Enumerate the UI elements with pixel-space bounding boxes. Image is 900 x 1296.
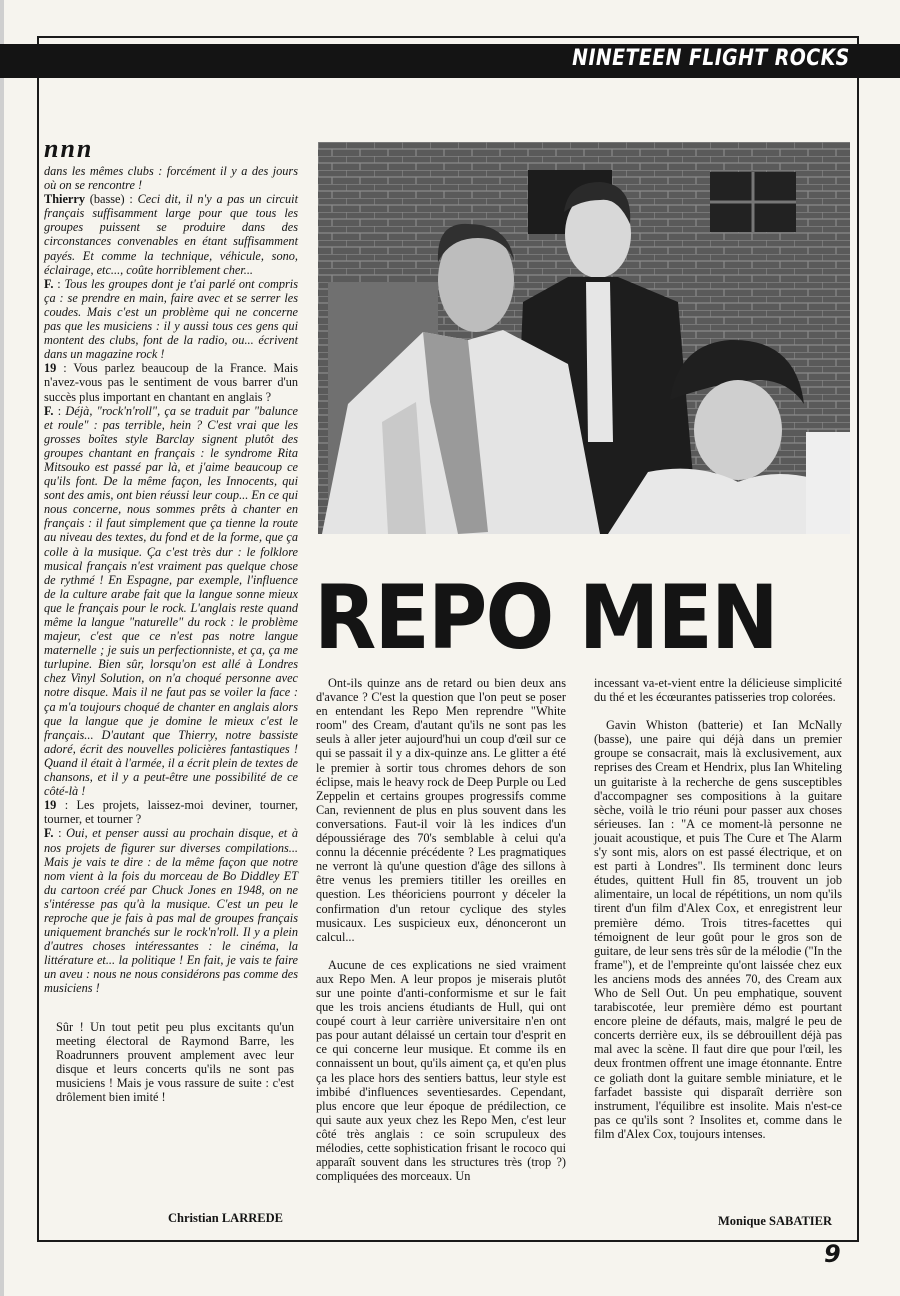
- interview-paragraph: [44, 404, 298, 799]
- interview-author: Christian LARREDE: [168, 1211, 283, 1225]
- interview-paragraph: [44, 277, 298, 362]
- interview-text: dans les mêmes clubs : forcément il y a des jours où on se rencontre !: [44, 164, 298, 193]
- interview-speaker: F.: [44, 826, 54, 841]
- interview-speaker-note: :: [56, 361, 74, 376]
- interview-text: Vous parlez beaucoup de la France. Mais n'avez-vous pas le sentiment de vous barrer d'un succès plus important en chantant en anglais ?: [44, 361, 299, 404]
- interview-speaker: 19: [44, 798, 57, 813]
- interview-text: Les projets, laissez-moi deviner, tourner, tourner, et tourner ?: [44, 798, 298, 827]
- interview-body: [44, 164, 298, 996]
- article-column-1: [316, 676, 566, 1183]
- interview-paragraph: [44, 192, 298, 277]
- interview-speaker: Thierry: [44, 192, 85, 207]
- interview-text: Tous les groupes dont je t'ai parlé ont compris ça : se prendre en main, faire avec et se serrer les coudes. Mais c'est un problème qui ne concerne pas que les musiciens : il y aussi tous ces gens qui montent des clubs, font de la radio, ou... écrivent dans un magazine rock !: [44, 276, 298, 362]
- interview-text: Déjà, "rock'n'roll", ça se traduit par "balunce et roule" : pas terrible, hein ? C'est vrai que les grosses boîtes style Barclay signent plutôt des groupes chantant en français : le syndrome Rita Mitsouko est passé par là, et j'aime beaucoup ce qu'ils font. De la même façon, les Innocents, qui sont des amis, ont bien réussi leur coup... En ce qui nous concerne, nous sommes prêts à chanter en français : il faut simplement que ça tienne la route au niveau des textes, du fond et de la forme, que ça colle à la musique. Ça c'est très dur : le folklore musical français n'est vraiment pas quelque chose de rythmé ! En Espagne, par exemple, l'influence de la culture arabe fait que la langue sonne mieux que le français pour le rock. L'anglais reste quand même la langue "naturelle" du rock : le problème majeur, c'est que ce n'est pas notre langue maternelle ; je suis un perfectionniste, et ça, ça me turlupine. Bien sûr, lorsqu'on est allé à Londres chez Vinyl Solution, on n'a choqué personne avec notre disque. Mais il ne faut pas se voiler la face : ça m'a toujours choqué de chanter en anglais alors que la langue que je domine le mieux c'est le français... D'autant que Thierry, notre bassiste adoré, écrit des nouvelles policières fantastiques ! Quand il était à l'armée, il a écrit plein de textes de chansons, et il y a peut-être une possibilité de ce côté-là !: [44, 403, 298, 799]
- interview-paragraph: [44, 164, 298, 192]
- interview-speaker-note: :: [56, 798, 77, 813]
- article-headline: REPO MEN: [314, 566, 777, 669]
- interview-outro: Sûr ! Un tout petit peu plus excitants qu'un meeting électoral de Raymond Barre, les Roadrunners prouvent amplement avec leur disque et leurs concerts qu'ils ne sont pas musiciens ! Mais je vous rassure de suite : c'est drôlement bien imité !: [56, 1019, 294, 1104]
- interview-speaker: F.: [44, 403, 54, 418]
- interview-text: Oui, et penser aussi au prochain disque, et à nos projets de figurer sur diverses compilations... Mais je vais te dire : de la même façon que notre nom vient à la fois du morceau de Bo Diddley ET du cartoon créé par Chuck Jones en 1948, on ne s'intéresse pas qu'à la musique. C'est un peu le reproche que je fais à pas mal de groupes français uniquement branchés sur le rock'n'roll. Il y a plein d'autres choses intéressantes : le cinéma, la littérature et... la politique ! En fait, je vais te faire un aveu : nous ne nous considérons pas comme des musiciens !: [44, 826, 298, 996]
- interview-text: Ceci dit, il n'y a pas un circuit français suffisamment large pour que tous les groupes puissent se produire dans des circonstances convenables en étant suffisamment payés. Et comme la technique, véhicule, sono, éclairage, etc..., coûte horriblement cher...: [44, 192, 298, 277]
- interview-speaker-note: :: [53, 826, 67, 841]
- page-number: 9: [824, 1240, 841, 1268]
- article-paragraph: Ont-ils quinze ans de retard ou bien deux ans d'avance ? C'est la question que l'on peut se poser en entendant les Repo Men reprendre "White room" des Cream, d'autant qu'ils ne sont pas les seuls à aller jeter aujourd'hui un coup d'œil sur ce qui se passait il y a dix-quinze ans. Le glitter a été le premier à sortir tous chromes dehors de son éclipse, mais le heavy rock de Deep Purple ou Led Zeppelin et certains groupes progressifs comme Can, reviennent de plus en plus souvent dans les conversations. Faut-il voir là les indices d'un dépoussiérage des 70's semblable à celui qu'a connu la décennie précédente ? Les pragmatiques ne verront là qu'une question d'âge des sillons à être venus les premiers titiller les oreilles en question. Les théoriciens pourront y déceler la confirmation d'un retour cyclique des styles musicaux. Les suspicieux eux, dénonceront un calcul...: [316, 676, 566, 944]
- interview-speaker-note: :: [53, 276, 65, 291]
- band-photo-image: [318, 142, 850, 534]
- section-mark: nnn: [44, 134, 94, 163]
- page-edge: [0, 0, 4, 1296]
- interview-speaker-note: (basse) :: [84, 192, 138, 207]
- article-paragraph: incessant va-et-vient entre la délicieuse simplicité du thé et les écœurantes patisseries trop colorées.: [594, 676, 842, 705]
- article-paragraph: Gavin Whiston (batterie) et Ian McNally (basse), une paire qui déjà dans un premier groupe se consacrait, mais là exclusivement, aux reprises des Cream et Hendrix, plus Ian Whiteling un guitariste à la recherche de gens susceptibles d'accompagner ses compositions à la guitare sèche, voilà le trio réuni pour passer aux choses sérieuses. Ian : "A ce moment-là personne ne jouait acoustique, et puis The Cure et The Alarm s'y sont mis, alors on est passé électrique, et on est parti à Londres". Ils terminent donc leurs études, quittent Hull fin 85, trouvent un job alimentaire, un local de répétitions, un nom qu'ils tirent d'un film d'Alex Cox, et enregistrent leur première démo. Trois titres-facettes qui témoignent de leur goût pour le gros son de guitare, de leur sens très sûr de la mélodie ("In the frame"), et de l'empreinte qu'ont laissée chez eux les anciens mods des années 70, des Cream aux Who de Sell Out. Un peu emphatique, souvent tarabiscotée, leur première démo est pourtant encore pleine de défauts, mais, malgré le peu de concerts derrière eux, ils se débrouillent déjà pas mal avec la scène. Il faut dire que pour l'œil, les deux frontmen offrent une image étonnante. Entre ce goliath dont la guitare semble miniature, et le farfadet bassiste qui disparaît derrière son instrument, l'équilibre est insolite. Mais n'est-ce pas ce qu'ils sont ? Insolites et, comme dans le film d'Alex Cox, toujours intenses.: [594, 718, 842, 1141]
- section-title: NINETEEN FLIGHT ROCKS: [572, 46, 850, 71]
- article-paragraph: Aucune de ces explications ne sied vraiment aux Repo Men. A leur propos je miserais plutôt sur une pointe d'anti-conformisme et sur le fait que les trois anciens étudiants de Hull, qui ont coupé court à leur carrière universitaire n'en ont pas pour autant délaissé un certain tour d'esprit en ce qui concerne leur musique. Et comme ils en connaissent un bout, qu'ils aiment ça, et qu'en plus ça les place hors des sentiers battus, leur style est imbibé d'influences seventiesardes. Cependant, plus encore que leur époque de prédilection, ce qui saute aux yeux chez les Repo Men, c'est leur côté très anglais : ce soin scrupuleux des mélodies, cette sophistication frisant le rococo qui apparaît souvent dans les structures très (trop ?) compliquées des morceaux. Un: [316, 957, 566, 1184]
- article-column-2: [594, 676, 842, 1141]
- article-author: Monique SABATIER: [718, 1214, 833, 1228]
- interview-speaker: F.: [44, 276, 54, 291]
- interview-speaker-note: :: [53, 403, 66, 418]
- interview-paragraph: [44, 361, 298, 403]
- interview-paragraph: [44, 798, 298, 826]
- interview-column: [44, 164, 298, 1104]
- interview-paragraph: [44, 826, 298, 995]
- interview-speaker: 19: [44, 361, 57, 376]
- band-photo: [318, 142, 850, 534]
